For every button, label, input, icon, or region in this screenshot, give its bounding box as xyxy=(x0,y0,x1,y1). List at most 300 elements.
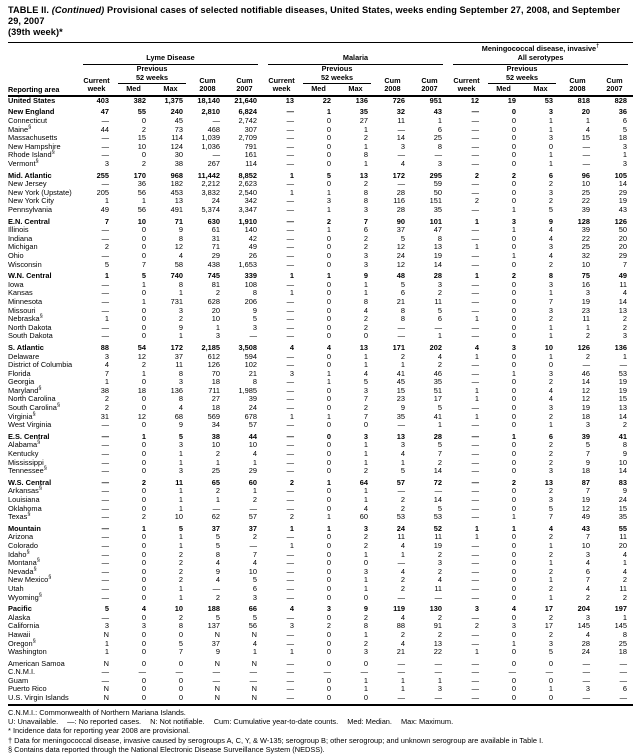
malaria-med-cell: 0 xyxy=(326,592,331,602)
lyme-current-week-cell: 47 xyxy=(100,107,109,117)
mening-cum-2008-cell: 10 xyxy=(581,540,590,550)
malaria-cum-2008-cell: 48 xyxy=(396,271,405,281)
mening-max-cell: 4 xyxy=(548,233,553,243)
malaria-max-cell: 4 xyxy=(363,368,368,378)
malaria-cum-2007-cell: 1 xyxy=(437,116,442,126)
mening-med-cell: 19 xyxy=(507,95,516,105)
row-maryland xyxy=(8,387,633,396)
malaria-cum-2007-cell: 11 xyxy=(434,296,442,306)
mening-current-week-cell: — xyxy=(471,368,479,378)
lyme-cum-2008-cell: 5,374 xyxy=(201,205,220,214)
lyme-current-week-cell: 1 xyxy=(104,377,109,387)
mening-med-cell: 0 xyxy=(511,612,516,622)
mening-cum-2007-cell: — xyxy=(619,658,627,668)
malaria-cum-2007-cell: 19 xyxy=(433,540,442,550)
mening-cum-2007-cell: 41 xyxy=(618,431,627,441)
lyme-cum-2008-cell: 1 xyxy=(215,457,220,467)
nedss-marker: § xyxy=(56,402,61,409)
malaria-cum-2007-cell: 101 xyxy=(429,216,442,226)
row-texas xyxy=(8,513,633,522)
lyme-cum-2008-cell: 11,442 xyxy=(197,170,220,180)
mening-cum-2008-cell: — xyxy=(582,159,590,169)
lyme-med-cell: 10 xyxy=(137,216,146,226)
lyme-current-week-cell: N xyxy=(103,629,109,639)
malaria-med-cell: 0 xyxy=(326,331,331,341)
lyme-cum-2008-cell: 29 xyxy=(211,250,220,260)
malaria-med-cell: 1 xyxy=(326,107,331,117)
malaria-max-cell: 1 xyxy=(363,583,368,593)
lyme-cum-2007-cell: 5 xyxy=(252,612,257,622)
malaria-med-cell: 3 xyxy=(326,196,331,206)
lyme-max-cell: 1 xyxy=(178,331,183,341)
row-washington xyxy=(8,648,633,657)
lyme-cum-2007-cell: 8 xyxy=(252,288,257,298)
malaria-cum-2007-cell: — xyxy=(434,667,442,677)
malaria-current-week-cell: — xyxy=(286,558,294,568)
mening-cum-2008-cell: 4 xyxy=(585,629,590,639)
malaria-max-cell: 3 xyxy=(363,250,368,260)
lyme-med-cell: 0 xyxy=(141,503,146,513)
malaria-cum-2008-cell: 2 xyxy=(400,503,405,513)
malaria-max-cell: 7 xyxy=(363,216,368,226)
lyme-cum-2008-cell: N xyxy=(214,658,220,668)
malaria-cum-2007-cell: 130 xyxy=(429,604,442,614)
lyme-cum-2007-cell: N xyxy=(251,658,257,668)
area-label: Vermont§ xyxy=(8,158,39,169)
lyme-cum-2007-cell: 1 xyxy=(252,486,257,496)
malaria-cum-2007-cell: 2 xyxy=(437,360,442,370)
mening-max-cell: 0 xyxy=(522,694,559,705)
lyme-current-week-cell: — xyxy=(101,503,109,513)
malaria-current-week-cell: — xyxy=(286,250,294,260)
title-asterisk: * xyxy=(59,27,63,37)
malaria-cum-2008-cell: 41 xyxy=(396,368,405,378)
mening-max-cell: 1 xyxy=(548,331,553,341)
mening-current-week-cell: — xyxy=(471,141,479,151)
malaria-max-cell: 13 xyxy=(359,170,368,180)
mening-cum-2007-cell: 35 xyxy=(618,512,627,522)
malaria-cum-2007-cell: 2 xyxy=(437,457,442,467)
notifiable-diseases-table xyxy=(8,42,633,706)
lyme-cum-2008-cell: 65 xyxy=(211,477,220,487)
mening-med-cell: 0 xyxy=(511,466,516,476)
malaria-cum-2007-cell: 4 xyxy=(437,575,442,585)
row-alaska xyxy=(8,614,633,623)
lyme-cum-2008-cell: 1 xyxy=(215,322,220,332)
mening-max-cell: 7 xyxy=(548,512,553,522)
malaria-cum-2008-header: Cum 2008 xyxy=(374,65,411,96)
table-header xyxy=(8,43,633,96)
lyme-current-week-cell: 4 xyxy=(104,360,109,370)
malaria-med-cell: 0 xyxy=(326,440,331,450)
area-label: Arizona xyxy=(8,532,34,542)
lyme-current-week-cell: 31 xyxy=(100,411,109,421)
malaria-current-week-cell: — xyxy=(286,259,294,269)
row-district-of-columbia xyxy=(8,361,633,370)
mening-max-cell: 8 xyxy=(548,271,553,281)
mening-max-cell: 4 xyxy=(548,523,553,533)
malaria-current-week-cell: — xyxy=(286,141,294,151)
malaria-max-cell: 8 xyxy=(363,296,368,306)
malaria-current-week-cell: 1 xyxy=(289,271,294,281)
lyme-current-week-cell: 403 xyxy=(96,95,109,105)
lyme-max-cell: 1 xyxy=(178,592,183,602)
lyme-max-cell: 4 xyxy=(178,250,183,260)
mening-max-cell: 2 xyxy=(548,411,553,421)
malaria-cum-2007-cell: 41 xyxy=(433,411,442,421)
mening-med-cell: 0 xyxy=(511,495,516,504)
lyme-max-cell: 968 xyxy=(170,170,183,180)
lyme-med-cell: 0 xyxy=(141,583,146,593)
mening-cum-2008-cell: 75 xyxy=(581,271,590,281)
lyme-max-cell: 8 xyxy=(178,233,183,243)
lyme-current-week-cell: 2 xyxy=(104,403,109,413)
row-wyoming xyxy=(8,594,633,603)
mening-current-week-cell: 1 xyxy=(474,351,479,361)
malaria-cum-2008-cell: 11 xyxy=(397,532,405,542)
lyme-current-week-cell: 38 xyxy=(100,385,109,395)
lyme-med-cell: 15 xyxy=(137,133,146,143)
malaria-max-cell: 64 xyxy=(359,477,368,487)
area-label: Mississippi xyxy=(8,457,44,467)
malaria-current-week-cell: — xyxy=(286,592,294,602)
malaria-max-cell: 1 xyxy=(363,279,368,289)
lyme-current-week-cell: — xyxy=(101,540,109,550)
lyme-max-cell: 2 xyxy=(178,566,183,576)
malaria-med-cell: 0 xyxy=(326,532,331,542)
mening-cum-2008-cell: 39 xyxy=(581,431,590,441)
mening-med-cell: 0 xyxy=(511,420,516,430)
malaria-med-cell: 0 xyxy=(326,150,331,160)
mening-med-cell: 0 xyxy=(511,259,516,269)
lyme-cum-2008-cell: 745 xyxy=(207,271,220,281)
lyme-current-week-cell: — xyxy=(101,512,109,522)
area-label: Puerto Rico xyxy=(8,684,47,694)
lyme-med-cell: 0 xyxy=(141,225,146,235)
mening-cum-2008-cell: 18 xyxy=(581,466,590,476)
mening-cum-2007-cell: 3 xyxy=(622,331,627,341)
mening-current-week-cell: — xyxy=(471,566,479,576)
nedss-marker: § xyxy=(32,638,36,645)
malaria-current-week-cell: 4 xyxy=(289,604,294,614)
lyme-med-cell: 0 xyxy=(141,684,146,694)
mening-cum-2007-cell: 2 xyxy=(622,575,627,585)
malaria-med-cell: 1 xyxy=(326,411,331,421)
malaria-current-week-cell: 3 xyxy=(289,621,294,631)
area-label: Utah xyxy=(8,583,24,593)
mening-cum-2008-cell: — xyxy=(582,667,590,677)
lyme-cum-2008-cell: 37 xyxy=(211,523,220,533)
lyme-current-week-cell: — xyxy=(101,322,109,332)
lyme-cum-2007-cell: 10 xyxy=(248,566,257,576)
mening-med-cell: 1 xyxy=(511,368,516,378)
mening-med-cell: 0 xyxy=(511,486,516,496)
malaria-current-week-cell: — xyxy=(286,466,294,476)
nedss-marker: § xyxy=(51,149,55,156)
mening-current-week-cell: — xyxy=(471,431,479,441)
malaria-cum-2007-cell: — xyxy=(434,658,442,668)
malaria-med-cell: 3 xyxy=(326,604,331,614)
lyme-cum-2008-cell: 8 xyxy=(215,549,220,559)
mening-med-cell: 1 xyxy=(511,431,516,441)
lyme-cum-2007-cell: 8 xyxy=(252,377,257,387)
malaria-current-week-cell: 1 xyxy=(289,523,294,533)
mening-current-week-cell: — xyxy=(471,124,479,134)
mening-med-cell: 0 xyxy=(511,351,516,361)
malaria-current-week-cell: — xyxy=(286,583,294,593)
mening-current-week-cell: — xyxy=(471,549,479,559)
lyme-cum-2008-cell: — xyxy=(212,583,220,593)
mening-max-cell: 3 xyxy=(548,133,553,143)
mening-cum-2007-cell: — xyxy=(596,694,633,705)
mening-cum-2008-cell: 32 xyxy=(581,250,590,260)
lyme-cum-2008-cell: 71 xyxy=(211,242,220,252)
malaria-current-week-cell: — xyxy=(286,377,294,387)
lyme-med-cell: 0 xyxy=(141,495,146,504)
lyme-max-cell: 1 xyxy=(178,457,183,467)
mening-cum-2008-cell: 818 xyxy=(577,95,590,105)
dagger-marker: † xyxy=(596,43,600,50)
lyme-current-week-cell: — xyxy=(101,279,109,289)
lyme-cum-2007-cell: 791 xyxy=(244,141,257,151)
malaria-max-cell: 0 xyxy=(363,558,368,568)
mening-current-week-cell: — xyxy=(471,403,479,413)
malaria-current-week-cell: — xyxy=(286,403,294,413)
lyme-current-week-cell: — xyxy=(101,420,109,430)
lyme-max-cell: 5 xyxy=(178,431,183,441)
mening-med-cell: 0 xyxy=(511,150,516,160)
nedss-marker: § xyxy=(33,566,37,573)
table-title xyxy=(8,5,633,38)
malaria-max-cell: 1 xyxy=(363,360,368,370)
lyme-cum-2008-cell: 25 xyxy=(211,466,220,476)
mening-cum-2008-cell: 7 xyxy=(585,486,590,496)
mening-max-cell: 1 xyxy=(548,150,553,160)
mening-current-week-cell: 1 xyxy=(474,523,479,533)
area-label: Mountain xyxy=(8,523,41,533)
lyme-max-cell: 1 xyxy=(178,540,183,550)
malaria-med-cell: 0 xyxy=(326,314,331,324)
lyme-cum-2008-cell: 24 xyxy=(211,196,220,206)
mening-max-cell: 2 xyxy=(548,179,553,189)
malaria-cum-2008-cell: — xyxy=(397,486,405,496)
lyme-current-week-cell: — xyxy=(101,440,109,450)
area-label: California xyxy=(8,621,40,631)
malaria-med-cell: 0 xyxy=(326,486,331,496)
area-label: E.S. Central xyxy=(8,431,50,441)
mening-max-cell: 7 xyxy=(548,296,553,306)
malaria-current-week-cell: — xyxy=(286,566,294,576)
malaria-max-cell: 0 xyxy=(363,420,368,430)
malaria-cum-2007-cell: 2 xyxy=(437,566,442,576)
mening-cum-2007-cell: 1 xyxy=(622,351,627,361)
area-label: Florida xyxy=(8,368,31,378)
lyme-max-cell: 45 xyxy=(174,116,183,126)
mening-current-week-cell: 2 xyxy=(474,621,479,631)
mening-max-cell: 0 xyxy=(548,360,553,370)
lyme-cum-2007-cell: 2,709 xyxy=(238,133,257,143)
mening-current-week-cell: — xyxy=(471,133,479,143)
mening-med-cell: 0 xyxy=(511,449,516,459)
mening-current-week-cell: — xyxy=(471,250,479,260)
mening-current-week-cell: — xyxy=(471,107,479,117)
mening-max-cell: 1 xyxy=(548,420,553,430)
area-label: United States xyxy=(8,95,56,105)
malaria-cum-2008-cell: — xyxy=(397,592,405,602)
malaria-cum-2007-cell: 22 xyxy=(433,647,442,657)
malaria-current-week-cell: — xyxy=(286,440,294,450)
lyme-cum-2007-cell: 1 xyxy=(252,647,257,657)
malaria-current-week-cell: — xyxy=(286,107,294,117)
row-south-dakota xyxy=(8,332,633,341)
lyme-current-week-cell: N xyxy=(78,694,115,705)
malaria-cum-2007-cell: 46 xyxy=(433,368,442,378)
mening-cum-2008-header: Cum 2008 xyxy=(559,65,596,96)
malaria-med-cell: — xyxy=(323,667,331,677)
mening-med-cell: 1 xyxy=(511,205,516,214)
malaria-max-cell: 0 xyxy=(363,331,368,341)
malaria-med-cell: 0 xyxy=(326,250,331,260)
mening-cum-2007-cell: 55 xyxy=(618,523,627,533)
mening-cum-2007-cell: 20 xyxy=(618,540,627,550)
area-label: Massachusetts xyxy=(8,133,58,143)
row-tennessee xyxy=(8,467,633,476)
malaria-cum-2008-cell: 119 xyxy=(393,604,405,614)
malaria-current-week-cell: — xyxy=(286,279,294,289)
mening-max-cell: 1 xyxy=(548,540,553,550)
mening-cum-2008-cell: — xyxy=(582,658,590,668)
lyme-current-week-cell: — xyxy=(101,141,109,151)
mening-max-cell: 2 xyxy=(548,259,553,269)
lyme-cum-2007-cell: 594 xyxy=(244,351,257,361)
malaria-cum-2008-cell: 5 xyxy=(400,279,405,289)
malaria-current-week-cell: 1 xyxy=(289,187,294,197)
malaria-cum-2008-cell: 4 xyxy=(400,638,405,648)
malaria-med-cell: 0 xyxy=(326,296,331,306)
lyme-med-cell: 0 xyxy=(141,532,146,542)
malaria-current-week-cell: — xyxy=(286,124,294,134)
lyme-cum-2008-cell: N xyxy=(214,684,220,694)
lyme-max-cell: 4 xyxy=(178,403,183,413)
mening-med-cell: 1 xyxy=(511,512,516,522)
lyme-cum-2008-cell: 10 xyxy=(211,440,220,450)
mening-cum-2008-cell: — xyxy=(582,141,590,151)
lyme-med-cell: 1 xyxy=(141,431,146,441)
mening-med-cell: 0 xyxy=(511,331,516,341)
lyme-max-cell: 3 xyxy=(178,305,183,315)
malaria-cum-2007-cell: 2 xyxy=(437,288,442,298)
mening-med-header: Med xyxy=(485,84,522,96)
lyme-cum-2008-cell: — xyxy=(212,675,220,685)
malaria-cum-2008-cell: 3 xyxy=(400,141,405,151)
disease-group-row xyxy=(8,43,633,66)
malaria-current-week-cell: — xyxy=(286,314,294,324)
row-wisconsin xyxy=(8,261,633,270)
malaria-cum-2008-cell: 4 xyxy=(400,566,405,576)
lyme-cum-2007-cell: 49 xyxy=(248,242,257,252)
malaria-max-cell: 7 xyxy=(363,411,368,421)
lyme-cum-2008-cell: 1 xyxy=(215,495,220,504)
lyme-cum-2007-cell: 102 xyxy=(244,360,257,370)
malaria-current-week-header: Current week xyxy=(263,65,300,96)
malaria-med-cell: 0 xyxy=(326,566,331,576)
lyme-cum-2007-cell: 206 xyxy=(244,296,257,306)
lyme-current-week-cell: — xyxy=(101,592,109,602)
malaria-current-week-cell: — xyxy=(286,457,294,467)
mening-cum-2008-cell: 39 xyxy=(581,205,590,214)
lyme-max-cell: 172 xyxy=(170,342,183,352)
malaria-max-cell: 2 xyxy=(363,532,368,542)
mening-cum-2007-cell: 9 xyxy=(622,486,627,496)
group-header-lyme-disease: Lyme Disease xyxy=(78,43,263,66)
group-header-malaria: Malaria xyxy=(263,43,448,66)
malaria-max-cell: 2 xyxy=(363,314,368,324)
mening-cum-2008-cell: 7 xyxy=(585,449,590,459)
nedss-marker: § xyxy=(38,385,42,392)
lyme-cum-2008-cell: 18,140 xyxy=(197,95,220,105)
malaria-current-week-cell: — xyxy=(286,449,294,459)
malaria-max-cell: 1 xyxy=(363,141,368,151)
lyme-med-cell: 0 xyxy=(141,638,146,648)
lyme-med-cell: 10 xyxy=(137,141,146,151)
mening-med-cell: 0 xyxy=(511,187,516,197)
mening-max-cell: 1 xyxy=(548,575,553,585)
lyme-current-week-cell: 3 xyxy=(104,351,109,361)
lyme-cum-2008-cell: — xyxy=(212,116,220,126)
lyme-current-week-cell: — xyxy=(101,583,109,593)
row-new-york-upstate xyxy=(8,189,633,198)
lyme-current-week-cell: — xyxy=(101,250,109,260)
lyme-cum-2007-cell: 7 xyxy=(252,549,257,559)
mening-current-week-cell: — xyxy=(471,377,479,387)
malaria-cum-2008-cell: — xyxy=(397,150,405,160)
legend-item: N: Not notifiable. xyxy=(150,716,205,726)
row-pennsylvania xyxy=(8,206,633,215)
lyme-current-week-cell: — xyxy=(101,532,109,542)
malaria-med-cell: 0 xyxy=(326,233,331,243)
mening-cum-2008-cell: 19 xyxy=(581,403,590,413)
mening-max-cell: 4 xyxy=(548,225,553,235)
lyme-current-week-cell: N xyxy=(103,684,109,694)
malaria-current-week-cell: 13 xyxy=(285,95,294,105)
malaria-cum-2008-cell: 1 xyxy=(400,549,405,559)
mening-current-week-cell: 1 xyxy=(474,314,479,324)
lyme-current-week-cell: 88 xyxy=(100,342,109,352)
lyme-cum-2008-cell: 70 xyxy=(211,368,220,378)
malaria-max-cell: 136 xyxy=(355,95,368,105)
mening-max-cell: 2 xyxy=(548,377,553,387)
lyme-cum-2007-cell: N xyxy=(226,694,263,705)
mening-cum-2008-cell: 22 xyxy=(581,196,590,206)
lyme-max-cell: 71 xyxy=(174,216,183,226)
malaria-cum-2007-cell: 8 xyxy=(437,233,442,243)
lyme-current-week-cell: 2 xyxy=(104,394,109,404)
mening-current-week-cell: — xyxy=(471,612,479,622)
lyme-max-cell: 9 xyxy=(178,420,183,430)
nedss-marker: § xyxy=(36,557,40,564)
malaria-current-week-cell: — xyxy=(286,233,294,243)
lyme-cum-2007-cell: — xyxy=(249,540,257,550)
mening-med-cell: 0 xyxy=(511,575,516,585)
lyme-cum-2008-cell: 18 xyxy=(211,403,220,413)
mening-cum-2007-header: Cum 2007 xyxy=(596,65,633,96)
mening-cum-2008-cell: 49 xyxy=(581,512,590,522)
malaria-med-cell: 2 xyxy=(326,621,331,631)
lyme-med-cell: 0 xyxy=(141,540,146,550)
mening-max-cell: 0 xyxy=(548,141,553,151)
area-label: Arkansas§ xyxy=(8,485,42,496)
mening-cum-2007-cell: 18 xyxy=(618,133,627,143)
